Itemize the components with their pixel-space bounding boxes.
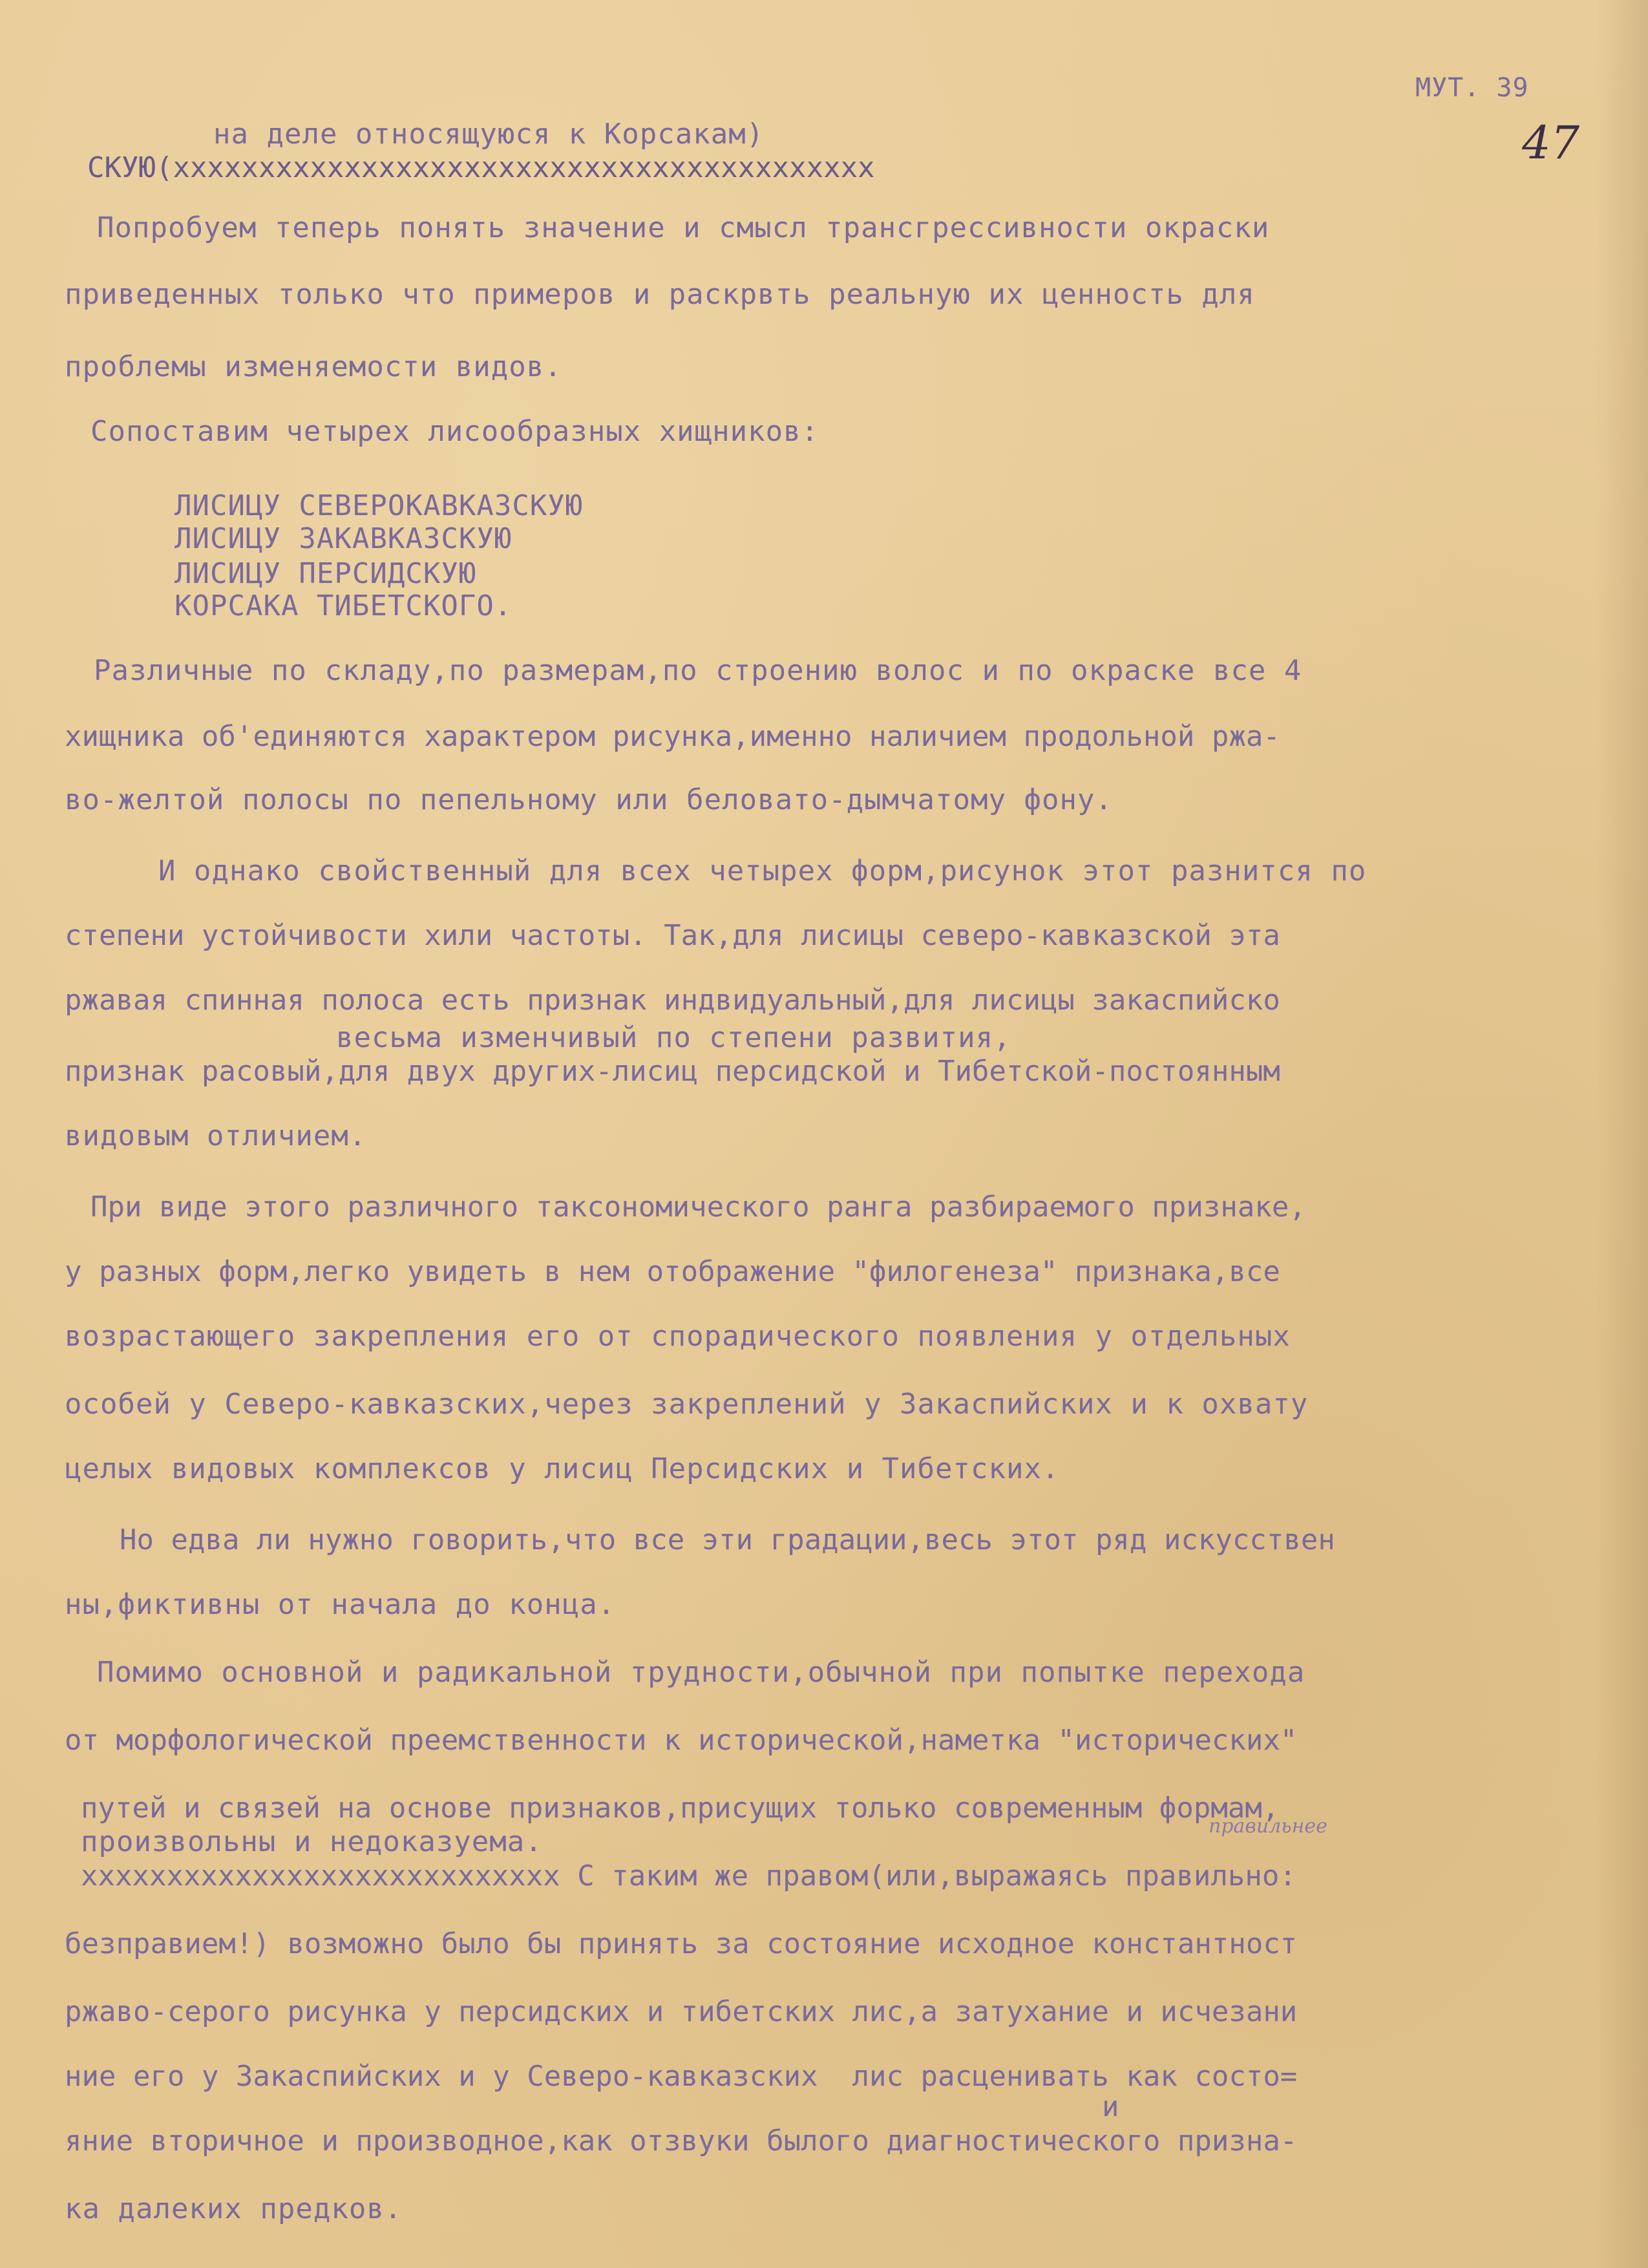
text-line: ка далеких предков. [65,2192,403,2225]
text-line: приведенных только что примеров и раскрвть реальную их ценность для [65,278,1255,311]
text-line: безправием!) возможно было бы принять за состояние исходное константност [65,1927,1298,1960]
handwritten-annotation: правильнее [1209,1815,1327,1838]
text-line: ние его у Закаспийских и у Северо-кавказских лис расценивать как состо= [65,2060,1298,2093]
species-list-item: ЛИСИЦУ СЕВЕРОКАВКАЗСКУЮ [174,489,584,522]
text-line: При виде этого различного таксономического ранга разбираемого признаке, [90,1191,1306,1224]
text-line: произвольны и недоказуема. [81,1825,543,1858]
species-list-item: КОРСАКА ТИБЕТСКОГО. [174,589,512,622]
margin-note: на деле относящуюся к Корсакам) [213,118,765,151]
text-line: ржавая спинная полоса есть признак индвидуальный,для лисицы закаспийско [65,984,1280,1017]
inserted-line: весьма изменчивый по степени развития, [336,1021,1011,1054]
text-line: Попробуем теперь понять значение и смысл трансгрессивности окраски [97,211,1270,244]
text-line: у разных форм,легко увидеть в нем отображение "филогенеза" признака,все [65,1255,1280,1288]
text-line: особей у Северо-кавказских,через закреплений у Закаспийских и к охвату [65,1388,1309,1421]
text-line: ржаво-серого рисунка у персидских и тибетских лис,а затухание и исчезани [65,1995,1298,2028]
text-line: от морфологической преемственности к исторической,наметка "исторических" [65,1724,1298,1757]
text-line: путей и связей на основе признаков,присущих только современным формам, [81,1792,1280,1825]
text-line: видовым отличием. [65,1119,367,1152]
text-line: признак расовый,для двух других-лисиц персидской и Тибетской-постоянным [65,1055,1280,1088]
text-line: Но едва ли нужно говорить,что все эти градации,весь этот ряд искусствен [120,1523,1335,1556]
text-line: хищника об'единяются характером рисунка,именно наличием продольной ржа- [65,720,1280,753]
text-line: xxxxxxxxxxxxxxxxxxxxxxxxxxxx С таким же правом(или,выражаясь правильно: [81,1860,1296,1892]
text-line: проблемы изменяемости видов. [65,350,562,383]
species-list-item: ЛИСИЦУ ПЕРСИДСКУЮ [174,557,477,590]
struck-line: СКУЮ(xxxxxxxxxxxxxxxxxxxxxxxxxxxxxxxxxxxxxxxxx [87,151,875,184]
text-line: И однако свойственный для всех четырех форм,рисунок этот разнится по [158,854,1367,887]
page-edge-shadow [1596,0,1648,2268]
handwritten-page-number: 47 [1522,116,1580,169]
inserted-letter: и [1102,2090,1120,2123]
text-line: Различные по складу,по размерам,по строению волос и по окраске все 4 [94,654,1302,687]
species-list-item: ЛИСИЦУ ЗАКАВКАЗСКУЮ [174,522,512,555]
text-line: во-желтой полосы по пепельному или беловато-дымчатому фону. [65,783,1113,816]
text-line: возрастающего закрепления его от спорадического появления у отдельных [65,1320,1291,1353]
text-line: Помимо основной и радикальной трудности,обычной при попытке перехода [97,1656,1305,1689]
text-line: Сопоставим четырех лисообразных хищников: [90,415,819,448]
text-line: яние вторичное и производное,как отзвуки былого диагностического призна- [65,2125,1298,2157]
text-line: степени устойчивости xили частоты. Так,для лисицы северо-кавказской эта [65,919,1280,952]
document-code: МУТ. 39 [1415,73,1529,103]
text-line: ны,фиктивны от начала до конца. [65,1588,616,1621]
text-line: целых видовых комплексов у лисиц Персидских и Тибетских. [65,1452,1060,1485]
